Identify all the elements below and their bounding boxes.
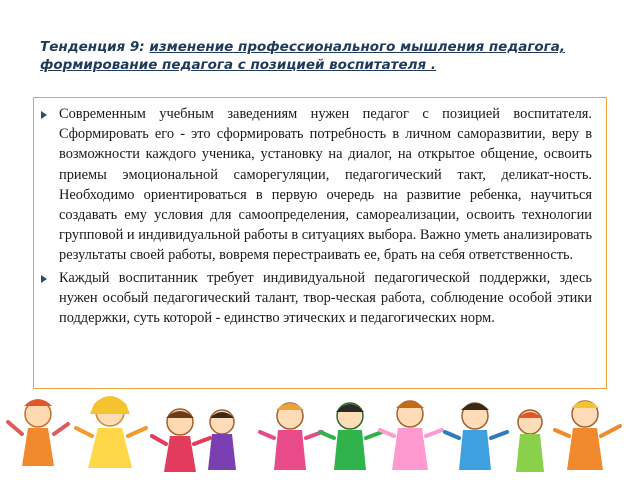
child-figure-8 (445, 403, 507, 470)
child-figure-9 (516, 410, 544, 472)
child-figure-2 (76, 396, 146, 468)
title-prefix: Тенденция 9: (40, 39, 150, 55)
bullet-item (40, 268, 592, 329)
child-figure-7 (380, 401, 442, 470)
child-figure-10 (555, 401, 620, 470)
child-figure-3 (152, 409, 210, 472)
bullet-arrow-icon (41, 111, 47, 119)
content-box (33, 97, 607, 389)
bullet-arrow-icon (41, 275, 47, 283)
bullet-text: Каждый воспитанник требует индивидуальной педагогической поддержки, здесь нужен особый педагогический талант, твор-ческая работа, соблюдение особой этики поддержки, суть которой - единство этических и педагогических норм. (59, 269, 592, 327)
bullet-item (40, 104, 592, 266)
bullet-text: Современным учебным заведениям нужен педагог с позицией воспитателя. Сформировать его - это сформировать потребность в личном саморазвитии, веру в возможности каждого ученика, установку на диалог, на открытое общение, освоить приемы эмоциональной саморегуляции, педагогический такт, деликат-ность. Необходимо ориентироваться в первую очередь на развитие ребенка, научиться создавать ему условия для самоопределения, самореализации, освоить технологии групповой и индивидуальной работы в ситуациях выбора. Важно уметь анализировать результаты своей работы, вовремя перестраивать ее, брать на себя ответственность. (59, 106, 593, 264)
bullet-list (40, 104, 592, 328)
slide-title (40, 38, 620, 74)
child-figure-5 (260, 403, 322, 470)
child-figure-6 (320, 403, 382, 470)
child-figure-4 (208, 410, 236, 470)
child-figure-1 (8, 399, 68, 466)
title-topic: изменение профессионального мышления педагога, формирование педагога с позицией воспитателя . (40, 39, 565, 73)
children-row-illustration (0, 392, 640, 480)
